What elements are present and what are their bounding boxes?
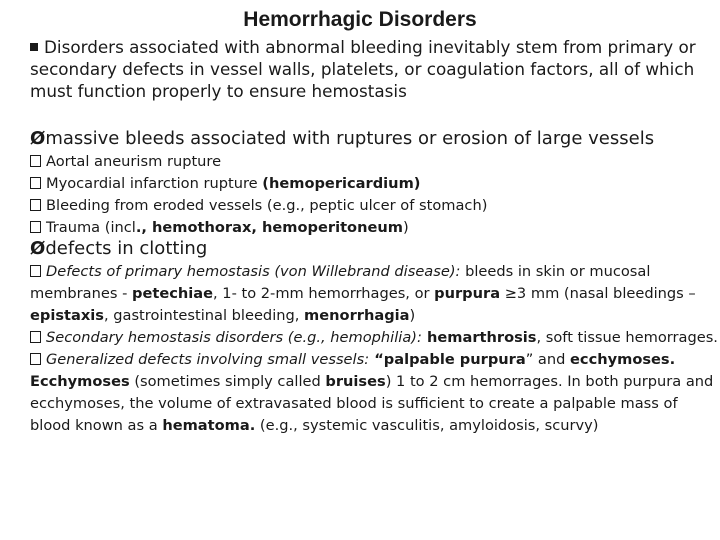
checkbox-bullet-icon: [30, 177, 41, 189]
checkbox-bullet-icon: [30, 155, 41, 167]
intro-paragraph: [30, 36, 710, 102]
checkbox-bullet-icon: [30, 199, 41, 211]
section-heading-clotting: [30, 238, 720, 260]
checkbox-bullet-icon: [30, 221, 41, 233]
list-item: Aortal aneurism rupture: [30, 151, 720, 173]
section-heading-text: massive bleeds associated with ruptures or erosion of large vessels: [45, 128, 655, 149]
clotting-paragraph: Defects of primary hemostasis (von Willebrand disease): bleeds in skin or mucosal membranes - petechiae, 1- to 2-mm hemorrhages, or purpura ≥3 mm (nasal bleedings – epistaxis, gastrointestinal bleeding, menorrhagia) Secondary hemostasis disorders (e.g., hemophilia): hemarthrosis, soft tissue hemorrages. Generalized defects involving small vessels: “palpable purpura” and ecchymoses. Ecchymoses (sometimes simply called bruises) 1 to 2 cm hemorrages. In both purpura and ecchymoses, the volume of extravasated blood is sufficient to create a palpable mass of blood known as a hematoma. (e.g., systemic vasculitis, amyloidosis, scurvy): [30, 263, 718, 434]
checkbox-bullet-icon: [30, 331, 41, 343]
list-item: Trauma (incl., hemothorax, hemoperitoneum): [30, 217, 720, 239]
intro-text: Disorders associated with abnormal bleeding inevitably stem from primary or secondary defects in vessel walls, platelets, or coagulation factors, all of which must function properly to ensure hemostasis: [30, 37, 696, 101]
arrow-bullet-icon: Ø: [30, 128, 46, 149]
checkbox-bullet-icon: [30, 353, 41, 365]
arrow-bullet-icon: Ø: [30, 238, 46, 259]
section-heading-text: defects in clotting: [45, 238, 208, 259]
checkbox-bullet-icon: [30, 265, 41, 277]
section-heading-bleeds: [30, 128, 720, 150]
list-item: Bleeding from eroded vessels (e.g., peptic ulcer of stomach): [30, 195, 720, 217]
square-bullet-icon: [30, 43, 38, 51]
slide-title: Hemorrhagic Disorders: [243, 8, 477, 31]
list-item: Myocardial infarction rupture (hemopericardium): [30, 173, 720, 195]
